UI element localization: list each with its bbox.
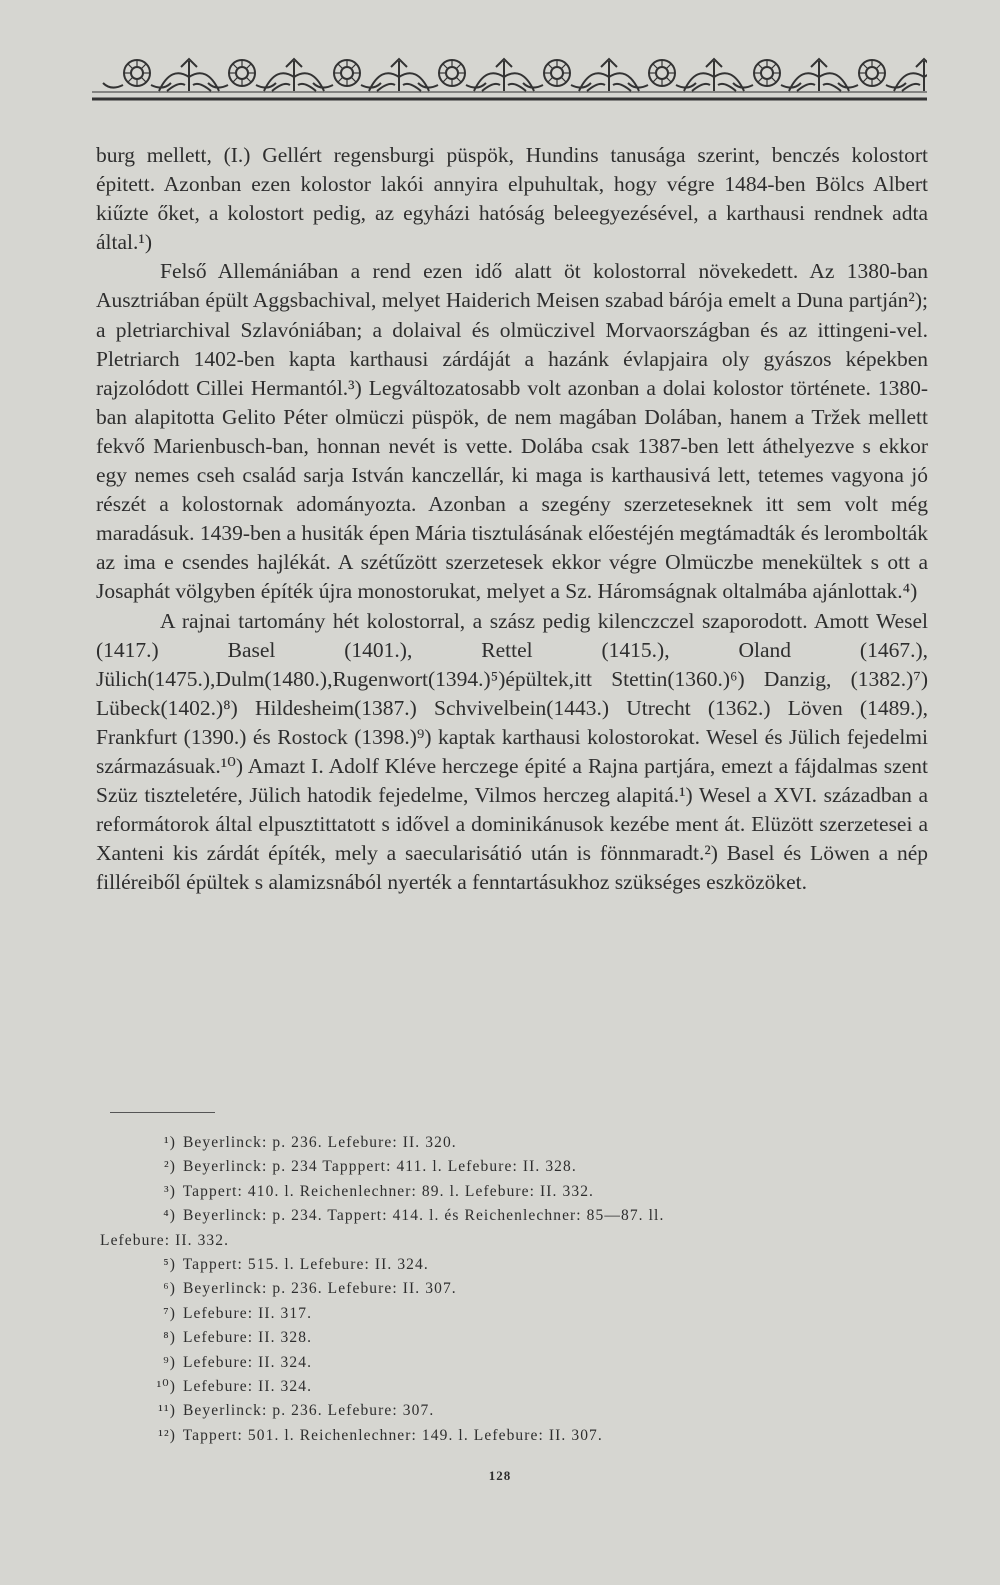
footnote-number: ²) [163, 1158, 176, 1176]
footnote-number: ³) [163, 1182, 176, 1200]
footnote [100, 1204, 926, 1228]
paragraph-2: Felső Allemániában a rend ezen idő alatt öt kolostorral növekedett. Az 1380-ban Ausztriában épült Aggsbachival, melyet Haiderich Meisen szabad bárója emelt a Duna partján²); a pletriarchival Szlavóniában; a dolaival és olmüczivel Morvaországban és az ittingeni-vel. Pletriarch 1402-ben kapta karthausi zárdáját a hazánk évlapjaira oly gyászos képekben rajzolódott Cillei Hermantól.³) Legváltozatosabb volt azonban a dolai kolostor története. 1380-ban alapitotta Gelito Péter olmüczi püspök, de nem magában Dolában, hanem a Tržek mellett fekvő Marienbusch-ban, honnan nevét is vette. Dolába csak 1387-ben lett áthelyezve s ekkor egy nemes cseh család sarja István kanczellár, ki maga is karthausivá lett, tetemes vagyona jó részét a kolostornak adományozta. Azonban a szegény szerzeteseknek itt sem volt még maradásuk. 1439-ben a husiták épen Mária tisztulásának előestéjén megtámadták és lerombolták az ima e csendes hajlékát. A szétűzött szerzetesek ekkor végre Olmüczbe menekültek s ott a Josaphát völgyben építék újra monostorukat, melyet a Sz. Háromságnak oltalmába ajánlottak.⁴) [96, 259, 928, 604]
footnote [100, 1253, 926, 1277]
footnote-number: ¹⁰) [156, 1378, 176, 1396]
footnote-text: Lefebure: II. 328. [178, 1329, 313, 1347]
footnote-number: ⁵) [163, 1256, 176, 1274]
footnote [100, 1277, 926, 1301]
footnote-number: ¹) [163, 1134, 176, 1151]
footnote [100, 1424, 926, 1448]
paragraph-3: A rajnai tartomány hét kolostorral, a szász pedig kilenczczel szaporodott. Amott Wesel (1417.) Basel (1401.), Rettel (1415.), Oland (1467.), Jülich(1475.),Dulm(1480.),Rugenwort(1394.)⁵)épültek,itt Stettin(1360.)⁶) Danzig, (1382.)⁷) Lübeck(1402.)⁸) Hildesheim(1387.) Schvivelbein(1443.) Utrecht (1362.) Löven (1489.), Frankfurt (1390.) és Rostock (1398.)⁹) kaptak karthausi kolostorokat. Wesel és Jülich fejedelmi származásuak.¹⁰) Amazt I. Adolf Kléve herczege épité a Rajna partjára, emezt a fájdalmas szent Szüz tiszteletére, Jülich hatodik fejedelme, Vilmos herczeg alapitá.¹) Wesel a XVI. században a reformátorok által elpusztittatott s idővel a dominikánusok kezébe ment át. Elüzött szerzetesei a Xanteni kis zárdát építék, mely a saecularisátió után is fönnmaradt.²) Basel és Löwen a nép filléreiből épültek s alamizsnából nyerték a fenntartásukhoz szükséges eszközöket. [96, 608, 928, 895]
footnote-number: ⁴) [163, 1207, 176, 1225]
footnote-text: Tappert: 410. l. Reichenlechner: 89. l. Lefebure: II. 332. [178, 1182, 595, 1200]
footnote-text: Beyerlinck: p. 236. Lefebure: II. 320. [178, 1134, 457, 1151]
footnote-number: ⁹) [163, 1353, 176, 1371]
footnote-text: Tappert: 501. l. Reichenlechner: 149. l. Lefebure: II. 307. [178, 1426, 603, 1444]
footnote [100, 1326, 926, 1350]
footnote-continuation: Lefebure: II. 332. [100, 1231, 230, 1249]
footnote [100, 1180, 926, 1204]
footnote-text: Beyerlinck: p. 236. Lefebure: 307. [178, 1402, 435, 1420]
paragraph-1: burg mellett, (I.) Gellért regensburgi püspök, Hundins tanusága szerint, benczés kolostort épitett. Azonban ezen kolostor lakói annyira elpuhultak, hogy végre 1484-ben Bölcs Albert kiűzte őket, a kolostort pedig, az egyházi hatóság beleegyezésével, a karthausi rendnek adta által.¹) [96, 143, 928, 255]
footnote-text: Tappert: 515. l. Lefebure: II. 324. [178, 1256, 429, 1274]
floral-ornament-band-icon [92, 55, 927, 105]
footnote-number: ⁸) [163, 1329, 176, 1347]
footnote-divider [110, 1112, 215, 1113]
footnote [100, 1375, 926, 1399]
footnote [100, 1302, 926, 1326]
footnote-number: ⁶) [163, 1280, 176, 1298]
footnote-text: Lefebure: II. 317. [178, 1304, 313, 1322]
footnote [100, 1155, 926, 1179]
footnote-text: Lefebure: II. 324. [178, 1353, 313, 1371]
footnotes [100, 1131, 926, 1448]
footnote-text: Beyerlinck: p. 234. Tappert: 414. l. és Reichenlechner: 85—87. ll. [178, 1207, 665, 1225]
footnote-number: ¹²) [158, 1426, 176, 1444]
main-text [96, 141, 928, 897]
footnote [100, 1399, 926, 1423]
footnote-text: Beyerlinck: p. 236. Lefebure: II. 307. [178, 1280, 457, 1298]
page-number: 128 [488, 1468, 512, 1483]
footnote-number: ¹¹) [158, 1402, 176, 1420]
footnote [100, 1131, 926, 1155]
footnote-text: Lefebure: II. 324. [178, 1378, 313, 1396]
footnote-text: Beyerlinck: p. 234 Tapppert: 411. l. Lefebure: II. 328. [178, 1158, 577, 1176]
footnote [100, 1351, 926, 1375]
footnote-number: ⁷) [163, 1304, 176, 1322]
